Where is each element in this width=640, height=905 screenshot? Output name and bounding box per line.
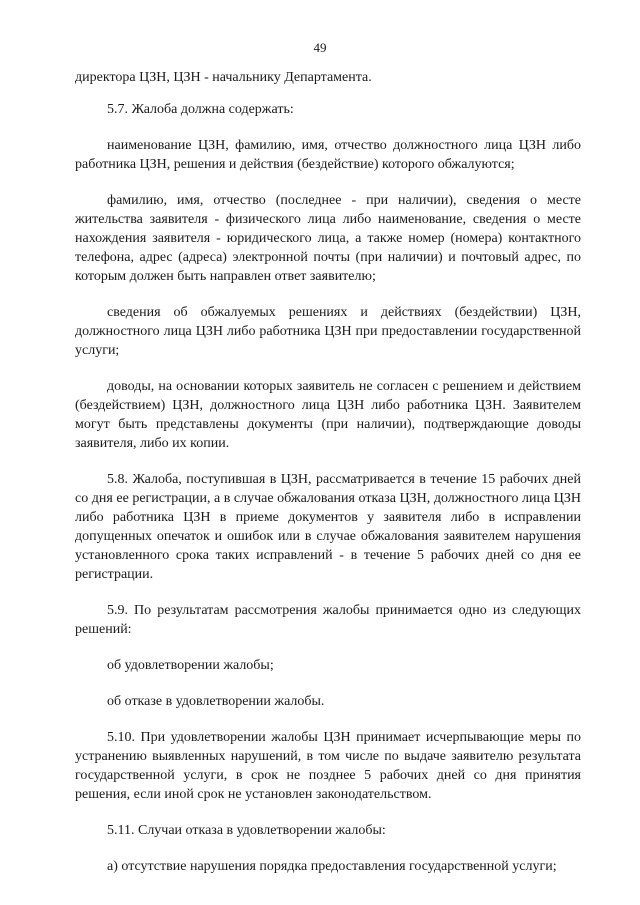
paragraph-5-7-item-2: фамилию, имя, отчество (последнее - при наличии), сведения о месте жительства заявителя - физического лица либо наименование, сведения о месте нахождения заявителя - юридического лица, а также номер (номера) контактного телефона, адрес (адреса) электронной почты (при наличии) и почтовый адрес, по которым должен быть направлен ответ заявителю; — [75, 193, 581, 284]
page-number: 49 — [313, 40, 327, 55]
paragraph-5-9-option-2: об отказе в удовлетворении жалобы. — [107, 694, 325, 709]
paragraph-director: директора ЦЗН, ЦЗН - начальнику Департамента. — [75, 70, 372, 85]
paragraph-5-9: 5.9. По результатам рассмотрения жалобы принимается одно из следующих решений: — [75, 603, 581, 637]
paragraph-5-8: 5.8. Жалоба, поступившая в ЦЗН, рассматривается в течение 15 рабочих дней со дня ее регистрации, а в случае обжалования отказа ЦЗН, должностного лица ЦЗН либо работника ЦЗН в приеме документов у заявителя либо в исправлении допущенных опечаток и ошибок или в случае обжалования заявителем нарушения установленного срока таких исправлений - в течение 5 рабочих дней со дня ее регистрации. — [75, 472, 581, 582]
paragraph-5-10: 5.10. При удовлетворении жалобы ЦЗН принимает исчерпывающие меры по устранению выявленных нарушений, в том числе по выдаче заявителю результата государственной услуги, в срок не позднее 5 рабочих дней со дня принятия решения, если иной срок не установлен законодательством. — [75, 730, 581, 802]
paragraph-5-11: 5.11. Случаи отказа в удовлетворении жалобы: — [107, 823, 386, 838]
paragraph-5-11-item-a: а) отсутствие нарушения порядка предоставления государственной услуги; — [107, 859, 557, 874]
paragraph-5-7-item-1: наименование ЦЗН, фамилию, имя, отчество должностного лица ЦЗН либо работника ЦЗН, решения и действия (бездействие) которого обжалуются; — [75, 138, 581, 172]
paragraph-5-7-item-3: сведения об обжалуемых решениях и действиях (бездействии) ЦЗН, должностного лица ЦЗН либо работника ЦЗН при предоставлении государственной услуги; — [75, 305, 581, 358]
paragraph-5-7-heading: 5.7. Жалоба должна содержать: — [107, 102, 294, 117]
paragraph-5-9-option-1: об удовлетворении жалобы; — [107, 658, 274, 673]
document-body — [75, 68, 581, 893]
paragraph-5-7-item-4: доводы, на основании которых заявитель не согласен с решением и действием (бездействием) ЦЗН, должностного лица ЦЗН либо работника ЦЗН. Заявителем могут быть представлены документы (при наличии), подтверждающие доводы заявителя, либо их копии. — [75, 379, 581, 451]
